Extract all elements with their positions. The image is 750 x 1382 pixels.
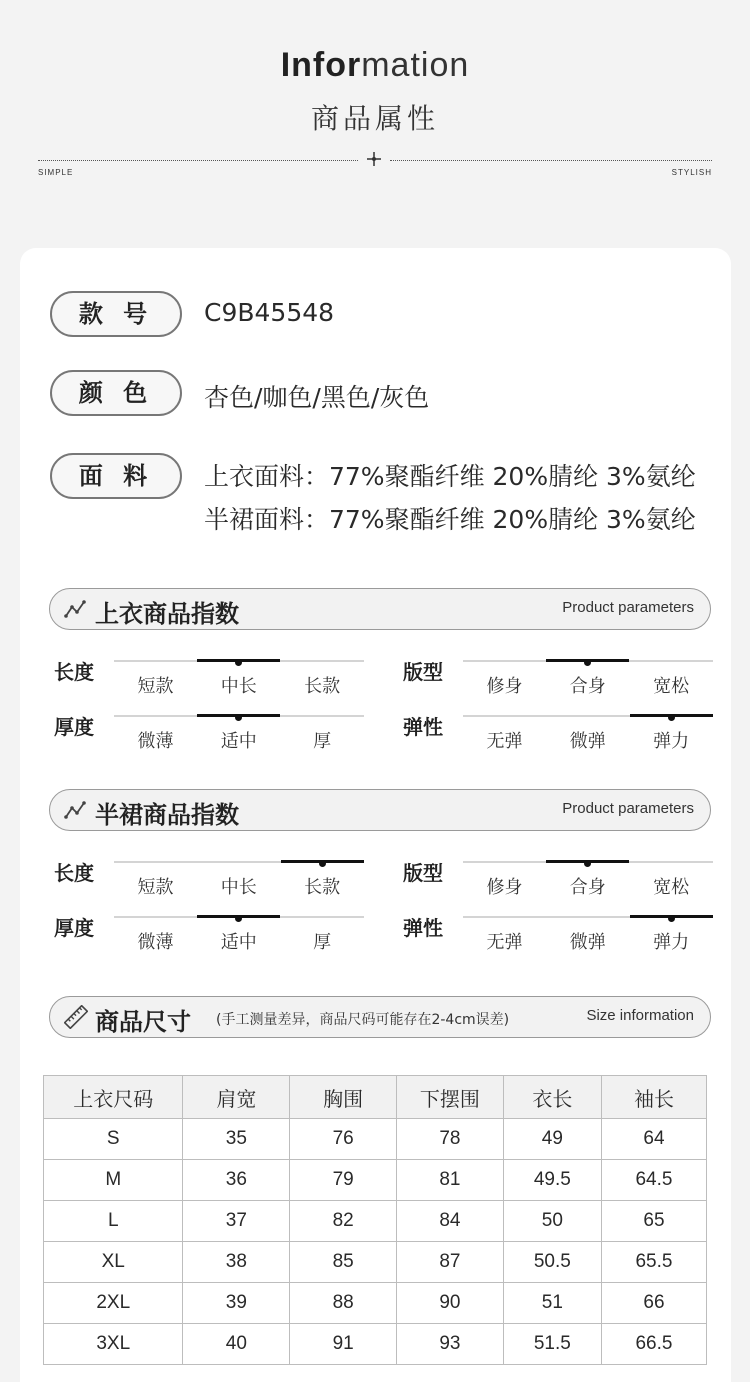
param-scale	[114, 715, 364, 755]
table-cell: 49	[503, 1119, 601, 1160]
table-cell: 50	[503, 1201, 601, 1242]
param-scale	[114, 916, 364, 956]
fabric-top-value: 上衣面料：77%聚酯纤维 20%腈纶 3%氨纶	[204, 462, 696, 491]
scale-option: 合身	[569, 877, 606, 898]
divider-right	[390, 160, 712, 161]
table-cell: 64.5	[601, 1160, 706, 1201]
param-label: 厚度	[54, 715, 94, 739]
param-label: 版型	[403, 861, 443, 885]
param-label: 版型	[403, 660, 443, 684]
column-header: 上衣尺码	[44, 1076, 183, 1119]
scale-option: 适中	[220, 932, 257, 953]
table-cell: 38	[183, 1242, 290, 1283]
scale-option: 宽松	[653, 877, 690, 898]
size-en: Size information	[586, 1007, 694, 1024]
table-cell: 90	[397, 1283, 504, 1324]
scale-option: 宽松	[653, 676, 690, 697]
table-cell: 39	[183, 1283, 290, 1324]
scale-marker	[235, 714, 242, 721]
size-table-header	[44, 1076, 707, 1119]
table-cell: 91	[290, 1324, 397, 1365]
table-cell: 35	[183, 1119, 290, 1160]
table-cell: 87	[397, 1242, 504, 1283]
scale-marker	[235, 659, 242, 666]
tag-simple: SIMPLE	[38, 168, 74, 177]
table-row	[44, 1242, 707, 1283]
table-cell: 36	[183, 1160, 290, 1201]
table-cell: 64	[601, 1119, 706, 1160]
column-header: 衣长	[503, 1076, 601, 1119]
table-cell: 37	[183, 1201, 290, 1242]
scale-marker	[584, 860, 591, 867]
scale-marker	[235, 915, 242, 922]
table-cell: 93	[397, 1324, 504, 1365]
scale-marker	[319, 860, 326, 867]
scale-option: 弹力	[653, 731, 690, 752]
size-table	[43, 1075, 707, 1365]
table-cell: 82	[290, 1201, 397, 1242]
column-header: 下摆围	[397, 1076, 504, 1119]
table-row	[44, 1324, 707, 1365]
table-cell: 79	[290, 1160, 397, 1201]
param-scale	[463, 715, 713, 755]
table-cell: 2XL	[44, 1283, 183, 1324]
table-cell: 51	[503, 1283, 601, 1324]
scale-option: 微薄	[137, 731, 174, 752]
table-cell: 66	[601, 1283, 706, 1324]
color-value: 杏色/咖色/黑色/灰色	[204, 383, 430, 412]
size-title: 商品尺寸	[95, 1008, 191, 1036]
top-params-en: Product parameters	[562, 599, 694, 616]
scale-option: 无弹	[486, 731, 523, 752]
scale-option: 长款	[304, 676, 341, 697]
table-cell: 84	[397, 1201, 504, 1242]
style-number-value: C9B45548	[204, 298, 335, 327]
param-scale	[463, 660, 713, 700]
scale-option: 中长	[220, 877, 257, 898]
column-header: 肩宽	[183, 1076, 290, 1119]
table-cell: S	[44, 1119, 183, 1160]
table-cell: 51.5	[503, 1324, 601, 1365]
top-params-header	[49, 588, 711, 630]
scale-option: 微弹	[569, 932, 606, 953]
page-title	[0, 46, 750, 85]
scale-option: 无弹	[486, 932, 523, 953]
title-light: mation	[361, 46, 470, 84]
scale-option: 合身	[569, 676, 606, 697]
scale-marker	[584, 659, 591, 666]
table-cell: 40	[183, 1324, 290, 1365]
title-bold: Infor	[280, 46, 362, 84]
scale-option: 微弹	[569, 731, 606, 752]
cross-ornament-icon	[366, 151, 382, 167]
param-label: 长度	[54, 660, 94, 684]
scale-marker	[668, 714, 675, 721]
table-cell: 76	[290, 1119, 397, 1160]
size-note: (手工测量差异，商品尺码可能存在2-4cm误差)	[216, 1012, 510, 1028]
scale-option: 短款	[137, 676, 174, 697]
scale-option: 适中	[220, 731, 257, 752]
param-label: 弹性	[403, 916, 443, 940]
scale-option: 短款	[137, 877, 174, 898]
scale-option: 修身	[486, 877, 523, 898]
divider-left	[38, 160, 358, 161]
skirt-params-en: Product parameters	[562, 800, 694, 817]
scale-option: 中长	[220, 676, 257, 697]
param-scale	[463, 916, 713, 956]
column-header: 袖长	[601, 1076, 706, 1119]
table-row	[44, 1119, 707, 1160]
style-number-label: 款 号	[50, 291, 182, 337]
param-label: 弹性	[403, 715, 443, 739]
param-scale	[463, 861, 713, 901]
scale-option: 微薄	[137, 932, 174, 953]
table-cell: 65	[601, 1201, 706, 1242]
scale-option: 修身	[486, 676, 523, 697]
skirt-params-header	[49, 789, 711, 831]
table-cell: 66.5	[601, 1324, 706, 1365]
trend-line-icon	[64, 798, 88, 822]
scale-option: 弹力	[653, 932, 690, 953]
table-cell: 88	[290, 1283, 397, 1324]
size-header	[49, 996, 711, 1038]
table-cell: 85	[290, 1242, 397, 1283]
table-cell: 49.5	[503, 1160, 601, 1201]
table-row	[44, 1283, 707, 1324]
scale-option: 厚	[313, 932, 332, 953]
table-cell: 65.5	[601, 1242, 706, 1283]
fabric-label: 面 料	[50, 453, 182, 499]
trend-line-icon	[64, 597, 88, 621]
scale-option: 长款	[304, 877, 341, 898]
table-cell: 81	[397, 1160, 504, 1201]
param-label: 厚度	[54, 916, 94, 940]
table-cell: 78	[397, 1119, 504, 1160]
param-scale	[114, 660, 364, 700]
column-header: 胸围	[290, 1076, 397, 1119]
tag-stylish: STYLISH	[671, 168, 712, 177]
fabric-skirt-value: 半裙面料：77%聚酯纤维 20%腈纶 3%氨纶	[204, 505, 696, 534]
table-cell: XL	[44, 1242, 183, 1283]
color-label: 颜 色	[50, 370, 182, 416]
table-cell: L	[44, 1201, 183, 1242]
ruler-icon	[64, 1005, 88, 1029]
scale-marker	[668, 915, 675, 922]
table-cell: 3XL	[44, 1324, 183, 1365]
table-cell: M	[44, 1160, 183, 1201]
table-row	[44, 1160, 707, 1201]
param-scale	[114, 861, 364, 901]
scale-option: 厚	[313, 731, 332, 752]
page-subtitle: 商品属性	[310, 102, 439, 135]
table-cell: 50.5	[503, 1242, 601, 1283]
param-label: 长度	[54, 861, 94, 885]
skirt-params-title: 半裙商品指数	[95, 801, 239, 829]
top-params-title: 上衣商品指数	[95, 600, 239, 628]
table-row	[44, 1201, 707, 1242]
